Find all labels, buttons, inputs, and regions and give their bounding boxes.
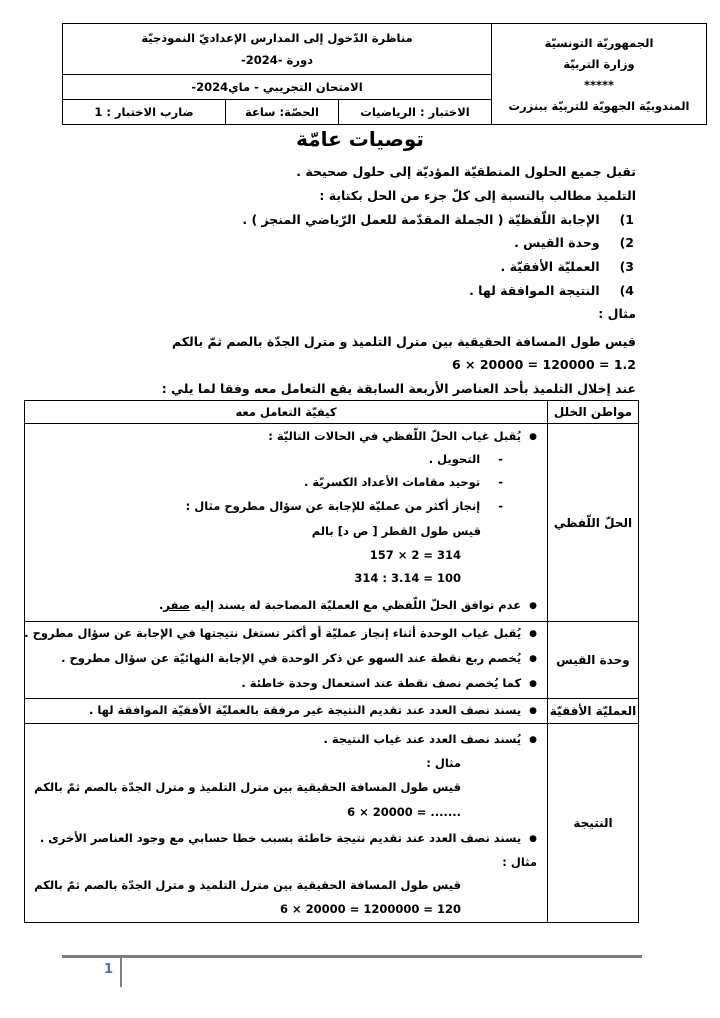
item-text: العمليّة الأفقيّة . xyxy=(500,259,600,274)
stars: ***** xyxy=(583,78,615,92)
col-location-header: مواطن الخلل xyxy=(548,401,639,424)
verbal-line-7: 314 : 3.14 = 100 xyxy=(354,571,461,585)
horizontal-line-1: ● يسند نصف العدد عند تقديم النتيجة غير مرفقة بالعمليّة الأفقيّة الموافقة لها . xyxy=(89,703,537,717)
page-number: 1 xyxy=(104,962,114,977)
result-line-3: قيس طول المسافة الحقيقية بين مترل التلميذ و مترل الجدّة بالصم ثمّ بالكم xyxy=(34,780,461,794)
header-table xyxy=(62,23,707,125)
footer-separator xyxy=(120,957,122,987)
intro-line-1: تقبل جميع الحلول المنطقيّة المؤديّة إلى حلول صحيحة . xyxy=(296,164,636,179)
item-number: 2) xyxy=(619,235,634,250)
rule-text: عند إخلال التلميذ بأحد العناصر الأربعة السابقة يقع التعامل معه وفقا لما يلي : xyxy=(161,381,636,396)
result-line-2: مثال : xyxy=(426,756,461,770)
intro-line-2: التلميذ مطالب بالنسبة إلى كلّ جزء من الحل بكتابة : xyxy=(319,188,636,203)
result-line-5: ● يسند نصف العدد عند تقديم نتيجة خاطئة بسبب خطا حسابي مع وجود العناصر الأخرى . xyxy=(40,831,537,845)
duration: الحصّة: ساعة xyxy=(226,100,339,125)
page-title: توصيات عامّة xyxy=(296,127,424,151)
unit-line-3: ● كما يُخصم نصف نقطة عند استعمال وحدة خاطئة . xyxy=(241,676,537,690)
item-number: 1) xyxy=(619,212,634,227)
verbal-line-3: - توحيد مقامات الأعداد الكسريّة . xyxy=(304,475,503,489)
item-text: النتيجة الموافقة لها . xyxy=(469,283,600,298)
subject: الاختبار : الرياضيات xyxy=(339,100,492,125)
verbal-line-8-text: عدم توافق الحلّ اللّفظي مع العمليّة المصاحبة له يسند إليه xyxy=(189,598,522,612)
horizontal-cell xyxy=(25,699,548,724)
example-label: مثال : xyxy=(598,306,636,321)
verbal-line-1: ● يُقبل غياب الحلّ اللّفظي في الحالات التاليّة : xyxy=(268,429,537,443)
row-label-horizontal: العمليّة الأفقيّة xyxy=(548,699,639,724)
list-item xyxy=(501,259,634,274)
item-number: 3) xyxy=(619,259,634,274)
unit-line-2: ● يُخصم ربع نقطة عند السهو عن ذكر الوحدة في الإجابة النهائيّة عن سؤال مطروح . xyxy=(61,651,537,665)
unit-line-1: ● يُقبل غياب الوحدة أثناء إنجاز عمليّة أو أكثر تستغل نتيجتها في الإجابة عن سؤال مطروح . xyxy=(24,626,537,640)
item-number: 4) xyxy=(619,283,634,298)
list-item xyxy=(469,283,634,298)
rubric-table xyxy=(24,400,639,923)
list-item xyxy=(242,212,634,227)
verbal-cell xyxy=(25,424,548,622)
item-text: وحدة القيس . xyxy=(514,235,600,250)
session: دورة -2024- xyxy=(240,53,314,67)
unit-cell xyxy=(25,622,548,699)
col-handling-header: كيفيّة التعامل معه xyxy=(25,401,548,424)
result-line-1: ● يُسند نصف العدد عند غياب النتيجة . xyxy=(324,732,537,746)
item-text: الإجابة اللّفظيّة ( الجملة المقدّمة للعمل الرّياضي المنجز ) . xyxy=(242,212,600,227)
verbal-line-8-end: . xyxy=(159,598,164,612)
row-label-unit: وحدة القيس xyxy=(548,622,639,699)
row-label-result: النتيجة xyxy=(548,724,639,923)
country-name: الجمهوريّة التونسيّة xyxy=(544,36,654,50)
exam-name: الامتحان التجريبي - ماي2024- xyxy=(63,75,492,100)
example-line-1: قيس طول المسافة الحقيقية بين مترل التلميذ و مترل الجدّة بالصم ثمّ بالكم xyxy=(171,334,636,349)
result-line-7: قيس طول المسافة الحقيقية بين مترل التلميذ و مترل الجدّة بالصم ثمّ بالكم xyxy=(34,878,461,892)
result-line-8: 6 × 20000 = 1200000 = 120 xyxy=(280,902,461,916)
coefficient: ضارب الاختبار : 1 xyxy=(63,100,226,125)
zero-word: صفر xyxy=(163,598,190,612)
regional-office: المندوبيّة الجهويّة للتربيّة ببنزرت xyxy=(508,99,690,113)
contest-title: مناظرة الدّخول إلى المدارس الإعداديّ النموذجيّة xyxy=(141,31,413,45)
verbal-line-8 xyxy=(159,598,537,612)
header-contest xyxy=(63,24,492,75)
example-line-2: 6 × 20000 = 120000 = 1.2 xyxy=(451,357,636,372)
result-line-6: مثال : xyxy=(502,855,537,869)
result-cell xyxy=(25,724,548,923)
verbal-line-5: قيس طول القطر [ ص د] بالم xyxy=(311,524,481,538)
ministry-name: وزارة التربيّة xyxy=(563,57,635,71)
verbal-line-2: - التحويل . xyxy=(429,452,503,466)
header-right xyxy=(492,24,707,125)
verbal-line-4: - إنجاز أكثر من عمليّة للإجابة عن سؤال مطروح مثال : xyxy=(186,499,503,513)
result-line-4: 6 × 20000 = ....... xyxy=(347,805,461,819)
footer-rule xyxy=(62,955,642,958)
row-label-verbal: الحلّ اللّفظي xyxy=(548,424,639,622)
list-item xyxy=(514,235,634,250)
verbal-line-6: 157 × 2 = 314 xyxy=(369,548,461,562)
